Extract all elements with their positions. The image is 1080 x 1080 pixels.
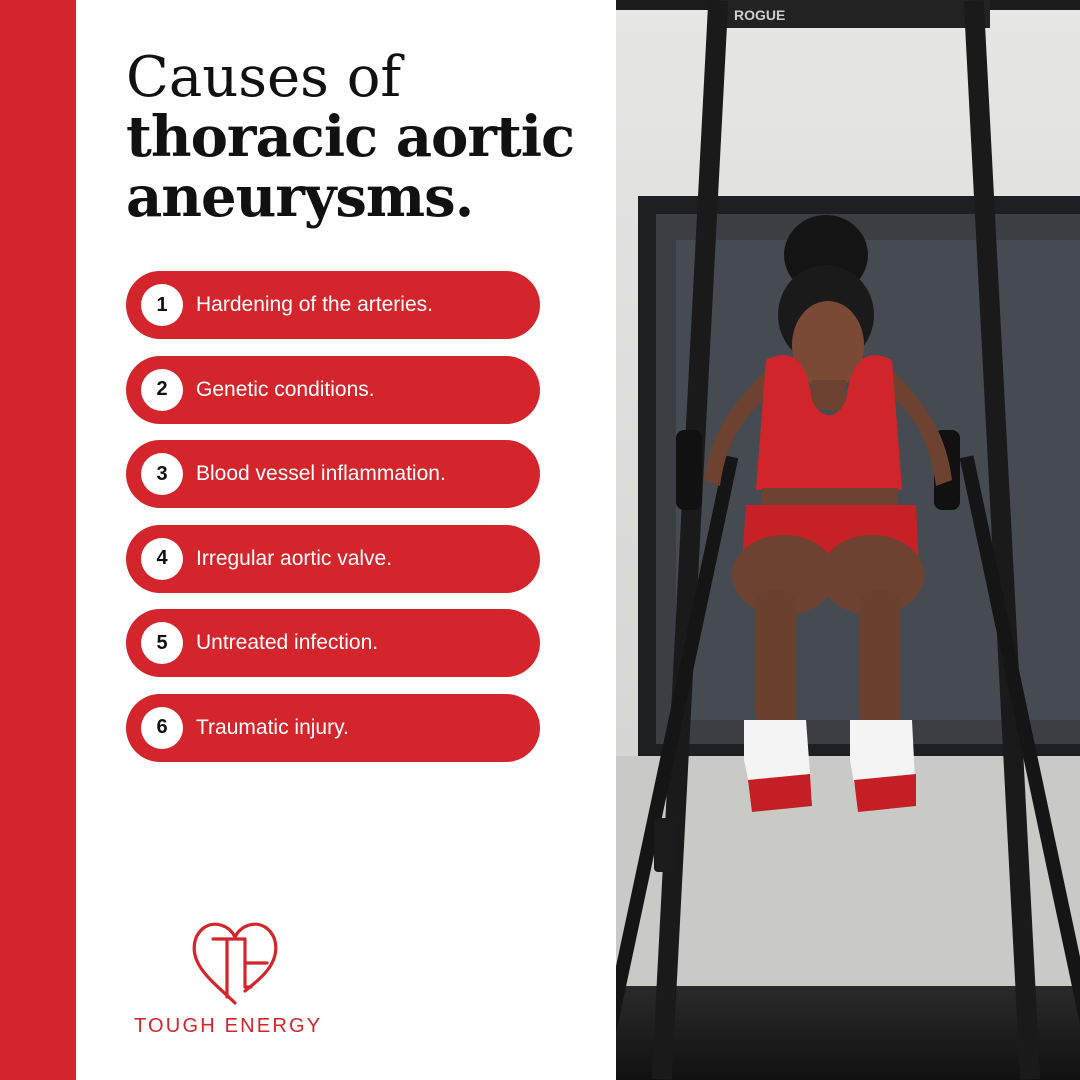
cause-label: Genetic conditions. [196,377,375,401]
cause-label: Blood vessel inflammation. [196,462,446,486]
cause-item [126,609,540,677]
brand-logo [126,915,356,1045]
left-accent-bar [0,0,76,1080]
woman-on-dip-station-photo [616,0,1080,1080]
cause-number: 6 [141,707,183,749]
cause-item [126,525,540,593]
cause-number: 2 [141,369,183,411]
cause-label: Traumatic injury. [196,715,349,739]
cause-number: 3 [141,453,183,495]
cause-item [126,440,540,508]
cause-item [126,694,540,762]
title-line-2: thoracic aortic [126,103,575,170]
cause-label: Hardening of the arteries. [196,293,433,316]
page-title [126,45,596,230]
cause-label: Untreated infection. [196,631,379,655]
heart-monogram-icon [185,917,285,1007]
cause-item [126,271,540,339]
cause-number: 1 [141,284,183,326]
cause-label: Irregular aortic valve. [196,546,393,570]
rogue-label: ROGUE [734,7,786,23]
brand-name: TOUGH ENERGY [134,1015,323,1037]
hero-photo [616,0,1080,1080]
cause-number: 5 [141,622,183,664]
title-line-3: aneurysms. [126,163,474,230]
cause-item [126,356,540,424]
title-line-1: Causes of [126,45,402,110]
causes-list [126,271,540,779]
cause-number: 4 [141,538,183,580]
